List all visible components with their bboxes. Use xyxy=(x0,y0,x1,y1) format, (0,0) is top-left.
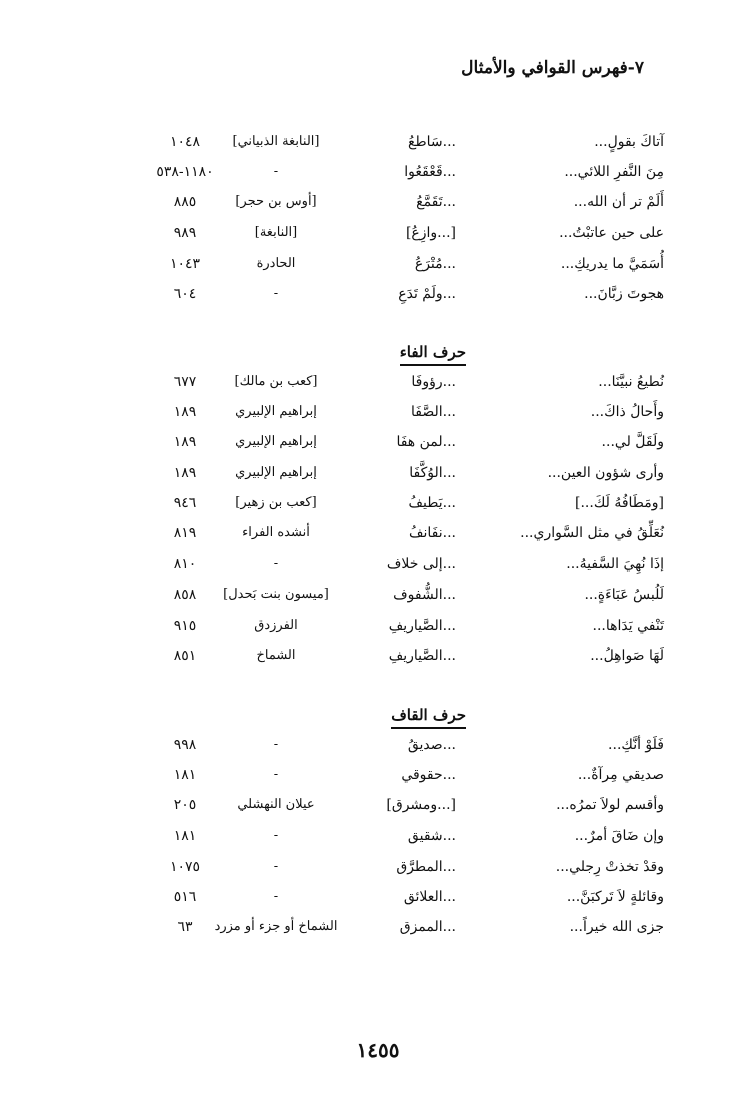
page-reference: ٨٨٥ xyxy=(173,194,197,210)
index-entry xyxy=(0,614,756,638)
verse-opening: صديقي مِرآةٌ... xyxy=(577,767,664,783)
rhyme-word: [...وازِعُ] xyxy=(405,225,456,241)
page-reference: ٨١٠ xyxy=(173,556,197,572)
poet-name: [ميسون بنت بَحدل] xyxy=(223,587,329,602)
poet-name: الفرزدق xyxy=(254,618,298,633)
page-reference: ٦٣ xyxy=(177,919,193,935)
poet-name: - xyxy=(273,286,279,301)
index-entry xyxy=(0,885,756,909)
poet-name: إبراهيم الإلبيري xyxy=(235,434,317,449)
page-reference: ٩٤٦ xyxy=(173,495,197,511)
index-entry xyxy=(0,521,756,545)
page-reference: ١٠٤٨ xyxy=(169,134,201,150)
index-entry xyxy=(0,400,756,424)
index-entry xyxy=(0,461,756,485)
poet-name: - xyxy=(273,889,279,904)
index-entry xyxy=(0,190,756,214)
poet-name: - xyxy=(273,164,279,179)
rhyme-word: ...الصَّفَا xyxy=(411,404,456,420)
index-entry xyxy=(0,763,756,787)
rhyme-word: ...العلائق xyxy=(403,889,456,905)
page-reference: ١٨١ xyxy=(173,767,197,783)
verse-opening: هجوتَ زبَّانَ... xyxy=(584,286,664,302)
verse-opening: جزى الله خيراً... xyxy=(569,919,664,935)
rhyme-word: ...الصَّياريفِ xyxy=(388,618,456,634)
verse-opening: لَلُبسُ عَبَاءَةٍ... xyxy=(584,587,664,603)
index-entry xyxy=(0,915,756,939)
poet-name: - xyxy=(273,859,279,874)
verse-opening: آتاكَ بقولٍ... xyxy=(594,134,664,150)
verse-opening: نُطيعُ نبيَّنَا... xyxy=(598,374,664,390)
verse-opening: تَنْفي يَدَاها... xyxy=(592,618,664,634)
page-reference: ١٨٩ xyxy=(173,465,197,481)
index-entry xyxy=(0,644,756,668)
page-reference: ٩١٥ xyxy=(173,618,197,634)
page-header: ٧-فهرس القوافي والأمثال xyxy=(461,58,644,78)
page-reference: ٦٧٧ xyxy=(173,374,197,390)
page-reference: ١٨٩ xyxy=(173,434,197,450)
index-entry xyxy=(0,824,756,848)
poet-name: الشماخ أو جزء أو مزرد xyxy=(214,919,338,934)
section-title: حرف القاف xyxy=(391,706,466,729)
rhyme-word: ...سَاطعُ xyxy=(408,134,456,150)
rhyme-word: ...حقوقي xyxy=(401,767,456,783)
page-number: ١٤٥٥ xyxy=(356,1038,400,1062)
rhyme-word: ...تَقَمَّعُ xyxy=(416,194,456,210)
index-entry xyxy=(0,130,756,154)
page-reference: ٥١٦ xyxy=(173,889,197,905)
rhyme-word: ...نفَانفُ xyxy=(409,525,456,541)
verse-opening: وأَحالُ ذاكَ... xyxy=(590,404,664,420)
poet-name: [كعب بن زهير] xyxy=(235,495,317,510)
rhyme-word: ...ولَمْ تَدَعِ xyxy=(398,286,456,302)
verse-opening: ولَقَلَّ لي... xyxy=(601,434,664,450)
poet-name: الشماخ xyxy=(256,648,296,663)
poet-name: إبراهيم الإلبيري xyxy=(235,465,317,480)
verse-opening: وأقسم لولاَ تمرُه... xyxy=(556,797,664,813)
page-reference: ٨٥١ xyxy=(173,648,197,664)
index-entry xyxy=(0,733,756,757)
rhyme-word: ...الصَّياريفِ xyxy=(388,648,456,664)
verse-opening: مِنَ النَّفرِ اللائي... xyxy=(564,164,664,180)
rhyme-word: ...الوُكَّفَا xyxy=(409,465,456,481)
section-title: حرف الفاء xyxy=(400,343,466,366)
poet-name: - xyxy=(273,828,279,843)
rhyme-word: ...مُتْرَعُ xyxy=(414,256,456,272)
verse-opening: نُعَلِّقُ في مثل السَّواري... xyxy=(520,525,664,541)
rhyme-word: ...يَطيفُ xyxy=(408,495,456,511)
page-reference: ٢٠٥ xyxy=(173,797,197,813)
index-entry xyxy=(0,491,756,515)
verse-opening: أُسَمَيَّ ما يدريكِ... xyxy=(560,256,664,272)
poet-name: إبراهيم الإلبيري xyxy=(235,404,317,419)
verse-opening: [ومَطَافُهُ لَكَ...] xyxy=(575,495,664,511)
verse-opening: وقدْ تخذتْ رِجلي... xyxy=(555,859,664,875)
verse-opening: لَهَا صَواهِلُ... xyxy=(590,648,664,664)
rhyme-word: ...لمن هفَا xyxy=(396,434,456,450)
page-reference: ٦٠٤ xyxy=(173,286,197,302)
poet-name: - xyxy=(273,767,279,782)
index-entry xyxy=(0,252,756,276)
poet-name: [كعب بن مالك] xyxy=(234,374,318,389)
page-reference: ١٠٧٥ xyxy=(169,859,201,875)
page-reference: ١٨٩ xyxy=(173,404,197,420)
page-reference: ١١٨٠-٥٣٨ xyxy=(156,164,214,180)
page-reference: ٩٩٨ xyxy=(173,737,197,753)
verse-opening: وقائلةٍ لاَ تَركبَنَّ... xyxy=(566,889,664,905)
verse-opening: أَلَمْ تر أن الله... xyxy=(573,194,664,210)
rhyme-word: ...قَعْقَعُوا xyxy=(404,164,456,180)
index-entry xyxy=(0,855,756,879)
poet-name: [أوس بن حجر] xyxy=(235,194,317,209)
rhyme-word: ...المطرَّق xyxy=(396,859,456,875)
verse-opening: فَلَوْ أنَّكِ... xyxy=(608,737,664,753)
page-reference: ٨١٩ xyxy=(173,525,197,541)
poet-name: [النابغة الذبياني] xyxy=(232,134,320,149)
rhyme-word: ...رؤوفَا xyxy=(411,374,456,390)
rhyme-word: ...إلى خلاف xyxy=(386,556,456,572)
rhyme-word: [...ومشرق] xyxy=(386,797,456,813)
page-reference: ٨٥٨ xyxy=(173,587,197,603)
page-reference: ٩٨٩ xyxy=(173,225,197,241)
poet-name: - xyxy=(273,737,279,752)
verse-opening: إذَا نُهِيَ السَّفيهُ... xyxy=(566,556,664,572)
index-entry xyxy=(0,430,756,454)
index-entry xyxy=(0,221,756,245)
verse-opening: على حين عاتبْتُ... xyxy=(559,225,664,241)
rhyme-word: ...شقيق xyxy=(407,828,456,844)
poet-name: عيلان النهشلي xyxy=(237,797,315,812)
index-entry xyxy=(0,552,756,576)
poet-name: [النابغة] xyxy=(254,225,298,240)
index-entry xyxy=(0,793,756,817)
rhyme-word: ...الشُّفوف xyxy=(393,587,456,603)
index-entry xyxy=(0,370,756,394)
page-reference: ١٠٤٣ xyxy=(169,256,201,272)
index-entry xyxy=(0,583,756,607)
index-entry xyxy=(0,160,756,184)
poet-name: أنشده الفراء xyxy=(242,525,310,540)
rhyme-word: ...صديقُ xyxy=(407,737,456,753)
page-reference: ١٨١ xyxy=(173,828,197,844)
index-entry xyxy=(0,282,756,306)
verse-opening: وأرى شؤون العين... xyxy=(547,465,664,481)
poet-name: الحادرة xyxy=(256,256,296,271)
rhyme-word: ...الممزق xyxy=(399,919,456,935)
poet-name: - xyxy=(273,556,279,571)
verse-opening: وإن ضَاقَ أمرٌ... xyxy=(574,828,664,844)
